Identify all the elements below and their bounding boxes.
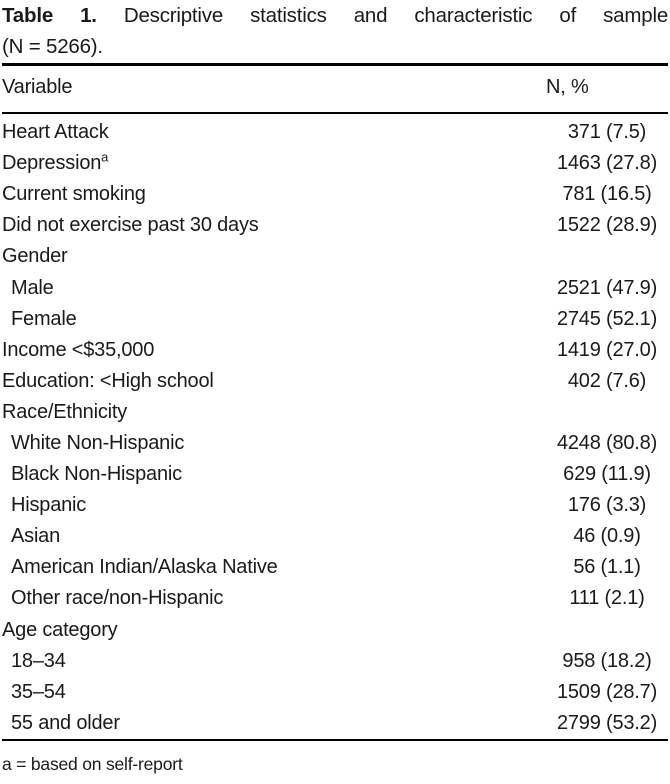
table-row-age-55-older [2, 708, 668, 739]
table-header-row [2, 66, 668, 112]
table-row-white-non-hispanic [2, 428, 668, 459]
row-value: 781 (16.5) [562, 183, 652, 206]
row-value: 56 (1.1) [573, 556, 641, 579]
table-row-other-race [2, 583, 668, 614]
row-value: 2799 (53.2) [556, 711, 658, 734]
table-row-age-35-54 [2, 677, 668, 708]
row-label: 55 and older [11, 711, 120, 734]
row-value: 2745 (52.1) [556, 307, 658, 330]
column-header-n-percent: N, % [546, 76, 589, 98]
row-label: Did not exercise past 30 days [2, 214, 259, 237]
table-row-race-ethnicity-category [2, 397, 668, 428]
table-row-depression [2, 148, 668, 179]
row-value: 1419 (27.0) [556, 338, 658, 361]
row-value: 46 (0.9) [573, 525, 641, 548]
footnote-marker-a: a [101, 152, 109, 165]
row-label: Asian [11, 525, 61, 548]
table-row-no-exercise [2, 210, 668, 241]
row-label-text: Depression [2, 152, 102, 175]
row-label: Education: <High school [2, 369, 214, 392]
row-label: Gender [2, 245, 68, 268]
column-header-variable: Variable [2, 76, 73, 98]
row-value: 958 (18.2) [562, 649, 652, 672]
row-label: Hispanic [11, 494, 87, 517]
table-row-heart-attack [2, 117, 668, 148]
row-value: 1463 (27.8) [556, 152, 658, 175]
row-value: 402 (7.6) [567, 369, 647, 392]
row-label: Female [11, 307, 77, 330]
row-label: Age category [2, 618, 118, 641]
row-value: 1509 (28.7) [556, 680, 658, 703]
table-title-line2: (N = 5266). [2, 35, 103, 58]
table-title-line1 [2, 0, 668, 31]
row-label: Race/Ethnicity [2, 400, 128, 423]
table-number-label: Table 1. [2, 4, 97, 27]
row-label: 35–54 [11, 680, 66, 703]
row-value: 2521 (47.9) [556, 276, 658, 299]
row-label: Current smoking [2, 183, 146, 206]
row-value: 4248 (80.8) [556, 431, 658, 454]
row-label: White Non-Hispanic [11, 431, 185, 454]
table-title-text: Descriptive statistics and characteristic of sample [123, 4, 669, 27]
table-row-american-indian-alaska-native [2, 552, 668, 583]
row-label: Heart Attack [2, 121, 109, 144]
row-label: Male [11, 276, 54, 299]
row-label [2, 152, 546, 175]
row-value: 1522 (28.9) [556, 214, 658, 237]
row-label: Income <$35,000 [2, 338, 155, 361]
row-value: 111 (2.1) [569, 587, 645, 610]
table-row-female [2, 304, 668, 335]
table-row-current-smoking [2, 179, 668, 210]
row-value: 176 (3.3) [567, 494, 647, 517]
table-row-age-category [2, 615, 668, 646]
table-row-asian [2, 521, 668, 552]
row-value: 629 (11.9) [563, 463, 651, 486]
row-label: Black Non-Hispanic [11, 463, 182, 486]
table-row-male [2, 272, 668, 303]
row-value: 371 (7.5) [567, 121, 647, 144]
table-row-black-non-hispanic [2, 459, 668, 490]
row-label: 18–34 [11, 649, 66, 672]
table-title [2, 0, 668, 62]
table-body [2, 114, 668, 739]
table-row-age-18-34 [2, 646, 668, 677]
row-label: American Indian/Alaska Native [11, 556, 278, 579]
table-footnote: a = based on self-report [2, 753, 183, 774]
table-row-education [2, 366, 668, 397]
table-row-income [2, 335, 668, 366]
table-row-hispanic [2, 490, 668, 521]
row-label: Other race/non-Hispanic [11, 587, 224, 610]
table-row-gender-category [2, 241, 668, 272]
